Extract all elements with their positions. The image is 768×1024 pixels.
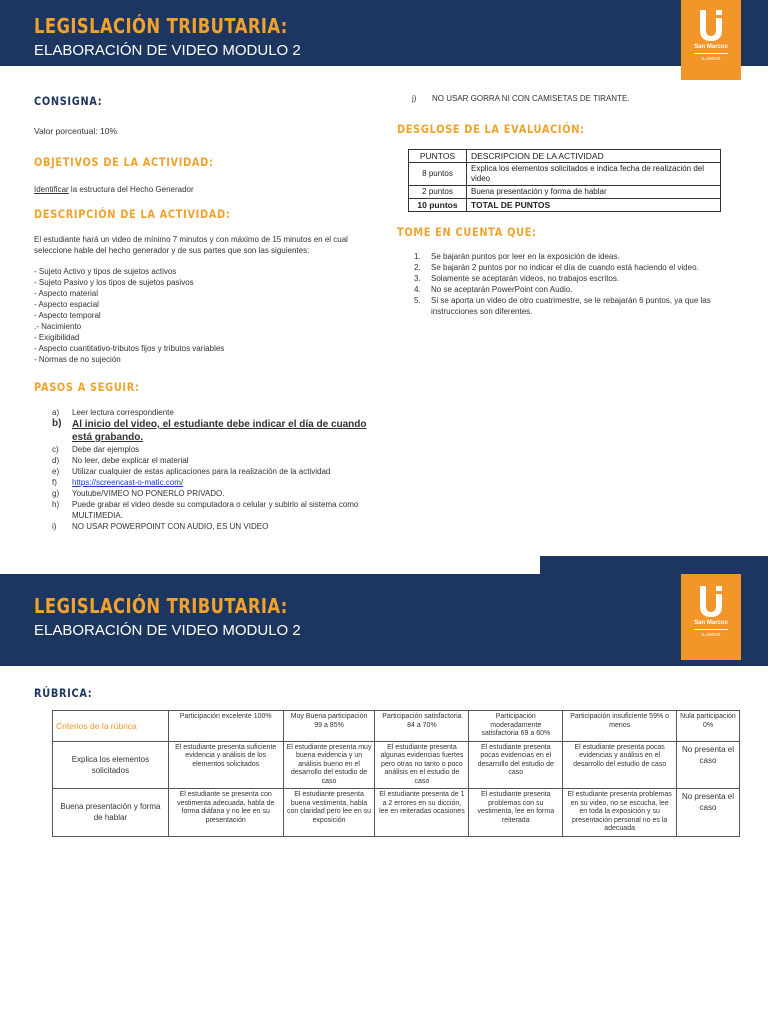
logo-sub: ILUMNO [701, 56, 721, 61]
table-cell: Buena presentación y forma de hablar [467, 186, 721, 199]
list-item: 1. Se bajarán puntos por leer en la exposición de ideas. [414, 252, 620, 261]
table-cell: El estudiante presenta suficiente evidencia y análisis de los elementos solicitados [168, 741, 283, 789]
table-cell: Nula participación 0% [677, 711, 740, 742]
table-cell: Explica los elementos solicitados e indica fecha de realización del video [467, 163, 721, 186]
table-cell: 8 puntos [409, 163, 467, 186]
logo-u-icon [698, 584, 724, 618]
table-cell: El estudiante presenta pocas evidencias y análisis en el desarrollo del estudio de caso [563, 741, 677, 789]
pasos-list [52, 407, 382, 532]
logo [681, 574, 741, 660]
valor-label: Valor porcentual: [34, 126, 98, 136]
table-cell: Participación excelente 100% [168, 711, 283, 742]
list-item: - Sujeto Pasivo y los tipos de sujetos pasivos [34, 278, 194, 287]
table-cell: Participación insuficiente 59% o menos [563, 711, 677, 742]
logo [681, 0, 741, 80]
logo-u-icon [698, 8, 724, 42]
list-item: 2. Se bajarán 2 puntos por no indicar el día de cuando está haciendo el video. [414, 263, 699, 272]
table-cell: El estudiante presenta algunas evidencias fuertes pero otras no tanto o poco análisis en el estudio de caso [375, 741, 469, 789]
list-item: e) Utilizar cualquier de estas aplicaciones para la realización de la actividad [52, 467, 331, 476]
consigna-heading: CONSIGNA: [34, 94, 103, 108]
valor-value: 10% [97, 126, 118, 136]
table-cell: Explica los elementos solicitados [53, 741, 169, 789]
page-2-header [0, 556, 768, 666]
table-cell: Participación moderadamente satisfactoria 69 a 60% [469, 711, 563, 742]
table-cell: El estudiante presenta pocas evidencias en el desarrollo del estudio de caso [469, 741, 563, 789]
list-item: - Aspecto material [34, 289, 99, 298]
descripcion-list [34, 266, 224, 365]
header-title: LEGISLACIÓN TRIBUTARIA: [34, 14, 288, 38]
table-cell: DESCRIPCION DE LA ACTIVIDAD [467, 150, 721, 163]
table-cell: Muy Buena participación 99 a 85% [283, 711, 375, 742]
table-cell: Buena presentación y forma de hablar [53, 789, 169, 837]
table-row [409, 150, 721, 163]
objetivos-text [34, 184, 194, 195]
objetivos-heading: OBJETIVOS DE LA ACTIVIDAD: [34, 155, 214, 169]
list-item: - Normas de no sujeción [34, 355, 121, 364]
desglose-heading: DESGLOSE DE LA EVALUACIÓN: [397, 122, 585, 136]
list-item: a) Leer lectura correspondiente [52, 408, 174, 417]
list-item: f) https://screencast-o-matic.com/ [52, 478, 184, 487]
table-cell: El estudiante se presenta con vestimenta adecuada, habla de forma diáfana y no lee en su presentación [168, 789, 283, 837]
list-item: h) Puede grabar el video desde su computadora o celular y subirlo al sistema como MULTIMEDIA. [52, 500, 359, 520]
tome-heading: TOME EN CUENTA QUE: [397, 225, 537, 239]
header-subtitle: ELABORACIÓN DE VIDEO MODULO 2 [34, 42, 301, 59]
list-item: d) No leer, debe explicar el material [52, 456, 189, 465]
list-item: b) Al inicio del video, el estudiante debe indicar el día de cuando está grabando. [52, 418, 367, 443]
table-cell: Participación satisfactoria 84 a 70% [375, 711, 469, 742]
table-cell: El estudiante presenta de 1 a 2 errores en su dicción, lee en reiteradas ocasiones [375, 789, 469, 837]
table-cell: El estudiante presenta problemas en su video, no se escucha, lee en toda la exposición y su presentación personal no es la adecuada [563, 789, 677, 837]
list-item: g) Youtube/VIMEO NO PONERLO PRIVADO. [52, 489, 225, 498]
list-item: 4. No se aceptarán PowerPoint con Audio. [414, 285, 573, 294]
points-table [408, 149, 721, 212]
list-item: 5. Si se aporta un video de otro cuatrimestre, se le rebajarán 6 puntos, ya que las instrucciones son diferentes. [414, 296, 711, 316]
list-item: - Sujeto Activo y tipos de sujetos activos [34, 267, 177, 276]
header-subtitle: ELABORACIÓN DE VIDEO MODULO 2 [34, 622, 301, 639]
descripcion-heading: DESCRIPCIÓN DE LA ACTIVIDAD: [34, 207, 231, 221]
list-item: .- Nacimiento [34, 322, 82, 331]
table-cell: No presenta el caso [677, 741, 740, 789]
table-cell: 2 puntos [409, 186, 467, 199]
descripcion-intro: El estudiante hará un video de mínimo 7 minutos y con máximo de 15 minutos en el cual seleccione hable del hecho generador y de sus partes que son las siguientes: [34, 235, 348, 255]
logo-name: San Marcos [694, 620, 728, 626]
table-row [53, 711, 740, 742]
table-row [409, 199, 721, 212]
logo-sub: ILUMNO [701, 632, 721, 637]
pasos-heading: PASOS A SEGUIR: [34, 380, 140, 394]
table-row [53, 741, 740, 789]
header-title: LEGISLACIÓN TRIBUTARIA: [34, 594, 288, 618]
list-item: - Aspecto temporal [34, 311, 101, 320]
table-row [53, 789, 740, 837]
objetivos-verb: Identificar [34, 185, 69, 194]
rubrica-heading: RÚBRICA: [34, 686, 93, 700]
list-item: - Aspecto espacial [34, 300, 99, 309]
tome-list [414, 251, 714, 317]
table-cell: El estudiante presenta buena vestimenta, habla con claridad pero lee en su exposición [283, 789, 375, 837]
page-header [0, 0, 768, 66]
table-cell: 10 puntos [409, 199, 467, 212]
objetivos-rest: la estructura del Hecho Generador [68, 185, 194, 194]
table-cell: El estudiante presenta muy buena evidencia y un análisis bueno en el desarrollo del estudio de caso [283, 741, 375, 789]
logo-divider [694, 53, 728, 54]
table-cell: El estudiante presenta problemas con su vestimenta, lee en forma reiterada [469, 789, 563, 837]
table-cell: TOTAL DE PUNTOS [467, 199, 721, 212]
table-cell: PUNTOS [409, 150, 467, 163]
table-row [409, 163, 721, 186]
table-cell: Criterios de la rúbrica [53, 711, 169, 742]
table-cell: No presenta el caso [677, 789, 740, 837]
list-item: c) Debe dar ejemplos [52, 445, 140, 454]
paso-j: j) NO USAR GORRA NI CON CAMISETAS DE TIRANTE. [412, 94, 630, 103]
valor-porcentual [34, 126, 117, 137]
list-item: i) NO USAR POWERPOINT CON AUDIO, ES UN VIDEO [52, 522, 269, 531]
logo-name: San Marcos [694, 44, 728, 50]
table-row [409, 186, 721, 199]
logo-divider [694, 629, 728, 630]
rubric-table [52, 710, 740, 837]
list-item: 3. Solamente se aceptarán videos, no trabajos escritos. [414, 274, 620, 283]
list-item: - Aspecto cuantitativo-tributos fijos y tributos variables [34, 344, 225, 353]
screencast-link[interactable]: https://screencast-o-matic.com/ [72, 478, 184, 487]
list-item: - Exigibilidad [34, 333, 80, 342]
